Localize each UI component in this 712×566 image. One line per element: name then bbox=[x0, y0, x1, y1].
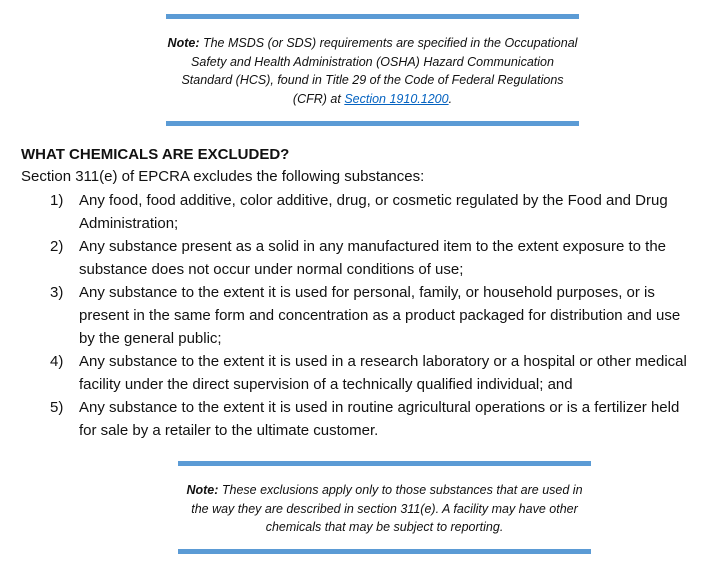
note-top-rule bbox=[178, 461, 591, 466]
exclusions-list bbox=[0, 189, 712, 442]
item-text: Any substance to the extent it is used for personal, family, or household purposes, or is present in the same form and concentration as a product packaged for distribution and use by the general public; bbox=[79, 284, 681, 347]
item-number: 1) bbox=[50, 192, 64, 209]
note-label: Note: bbox=[186, 483, 219, 497]
section-1910-1200-link[interactable]: Section 1910.1200 bbox=[344, 91, 449, 106]
item-text: Any substance to the extent it is used in routine agricultural operations or is a fertilizer held for sale by a retailer to the ultimate customer. bbox=[79, 399, 680, 439]
section-intro: Section 311(e) of EPCRA excludes the following substances: bbox=[21, 168, 425, 185]
item-number: 5) bbox=[50, 399, 64, 416]
item-text: Any substance to the extent it is used in a research laboratory or a hospital or other medical facility under the direct supervision of a technically qualified individual; and bbox=[79, 353, 687, 393]
note-body: The MSDS (or SDS) requirements are specified in the Occupational Safety and Health Administration (OSHA) Hazard Communication Standard (HCS), found in Title 29 of the Code of Federal Regulations (CFR) at bbox=[181, 36, 578, 106]
list-item bbox=[0, 281, 712, 350]
list-item bbox=[0, 235, 712, 281]
note-bottom-rule bbox=[166, 121, 579, 126]
note-box-msds bbox=[166, 14, 579, 126]
note-box-exclusions bbox=[178, 461, 591, 554]
note-text bbox=[166, 34, 579, 108]
list-item bbox=[0, 350, 712, 396]
note-body: These exclusions apply only to those substances that are used in the way they are described in section 311(e). A facility may have other chemicals that may be subject to reporting. bbox=[191, 483, 583, 534]
note-top-rule bbox=[166, 14, 579, 19]
list-item bbox=[0, 189, 712, 235]
note-label: Note: bbox=[167, 36, 200, 50]
list-item bbox=[0, 396, 712, 442]
note-bottom-rule bbox=[178, 549, 591, 554]
item-number: 4) bbox=[50, 353, 64, 370]
note-text bbox=[178, 481, 591, 537]
note-body-end: . bbox=[448, 91, 453, 106]
item-number: 3) bbox=[50, 284, 64, 301]
item-text: Any substance present as a solid in any manufactured item to the extent exposure to the substance does not occur under normal conditions of use; bbox=[79, 238, 667, 278]
section-heading: WHAT CHEMICALS ARE EXCLUDED? bbox=[21, 146, 290, 163]
item-number: 2) bbox=[50, 238, 64, 255]
item-text: Any food, food additive, color additive, drug, or cosmetic regulated by the Food and Drug Administration; bbox=[79, 192, 668, 232]
